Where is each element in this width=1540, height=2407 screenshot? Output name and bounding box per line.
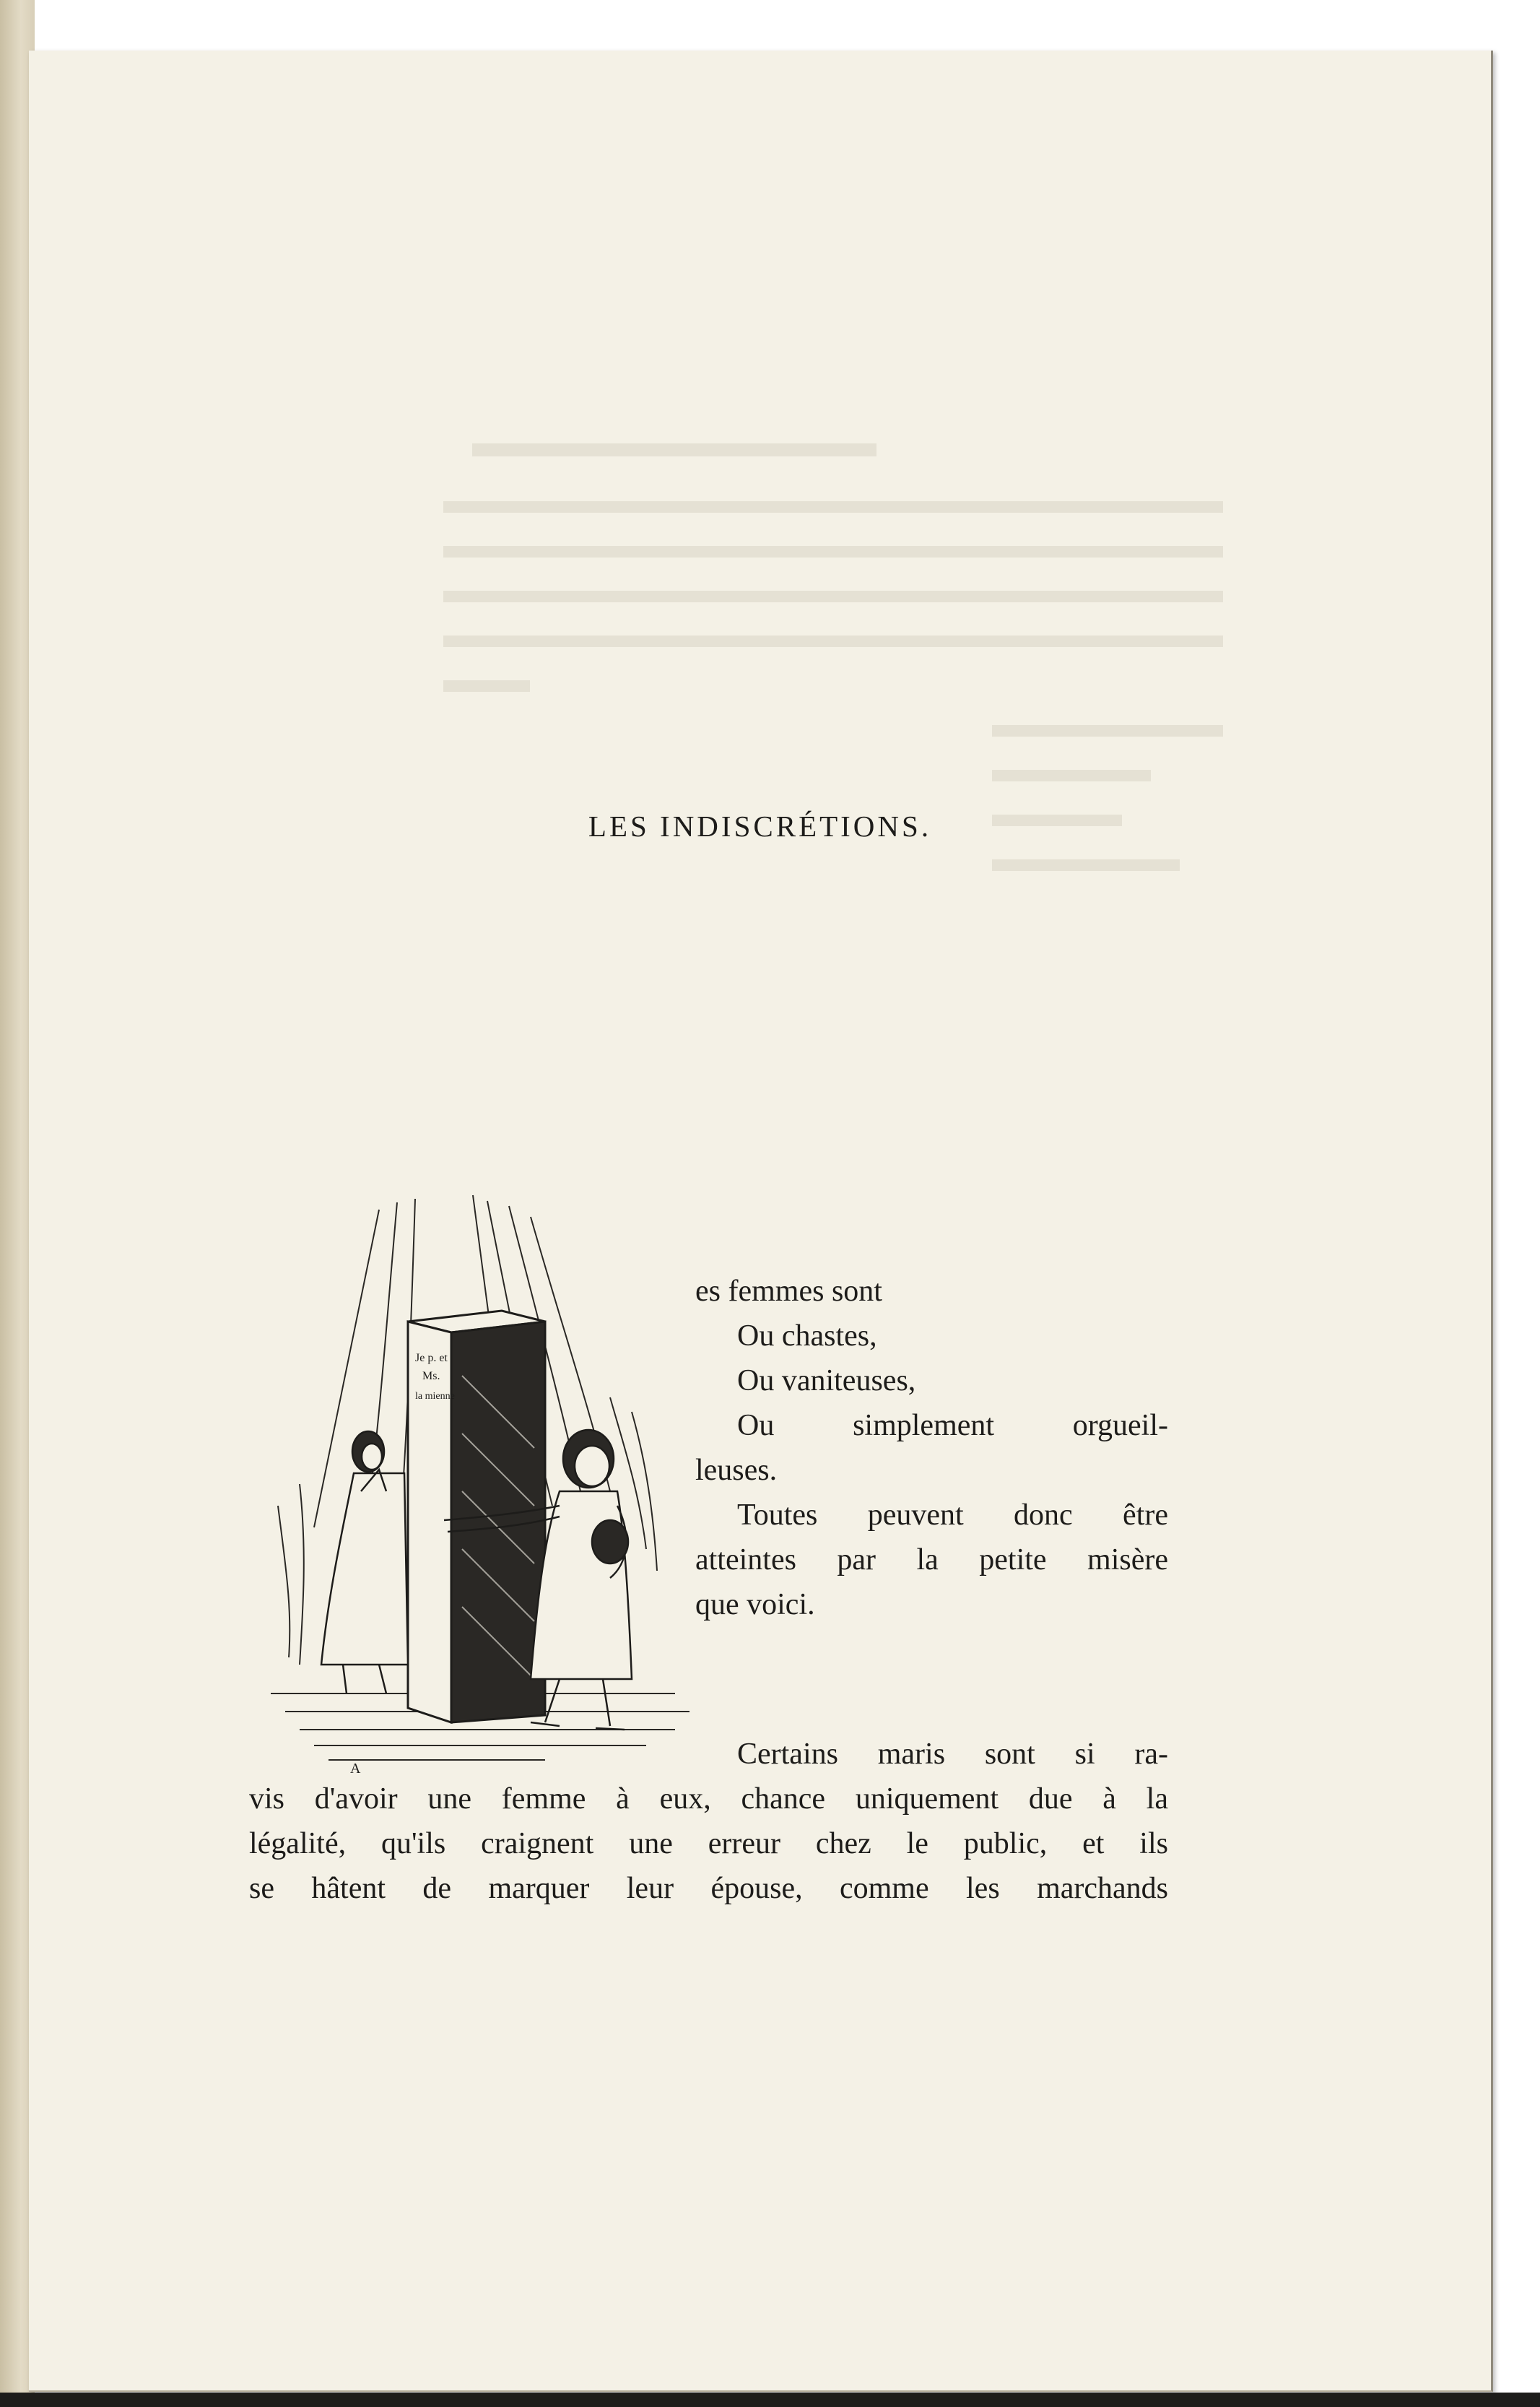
text-line: que voici. [695,1588,815,1621]
text-line: légalité, qu'ils craignent une erreur chez le public, et ils [249,1827,1168,1860]
svg-text:Ms.: Ms. [422,1370,440,1382]
text-line: es femmes sont [695,1275,882,1308]
engraving-man-woman-screen-icon [271,1188,718,1780]
text-line: Certains maris sont si ra- [737,1738,1168,1771]
svg-text:la mienne: la mienne [415,1391,455,1402]
text-line: vis d'avoir une femme à eux, chance uniquement due à la [249,1782,1168,1816]
text-line: Toutes peuvent donc être [737,1499,1168,1532]
scanner-bottom-edge [0,2393,1540,2407]
section-title: LES INDISCRÉTIONS. [588,810,932,843]
text-line: Ou vaniteuses, [737,1364,916,1397]
text-line: se hâtent de marquer leur épouse, comme les marchands [249,1872,1168,1905]
full-width-lines [249,1777,1168,1911]
text-line: leuses. [695,1454,778,1487]
book-page [29,51,1493,2392]
text-line: Ou simplement orgueil- [737,1409,1168,1442]
svg-text:Je p. et: Je p. et [415,1352,448,1364]
text-line: Ou chastes, [737,1319,877,1353]
continuation-line [737,1732,1168,1777]
svg-text:A: A [350,1761,361,1777]
text-line: atteintes par la petite misère [695,1543,1168,1577]
engraving-illustration [271,1188,718,1780]
lines-beside-illustration [695,1269,1168,1627]
